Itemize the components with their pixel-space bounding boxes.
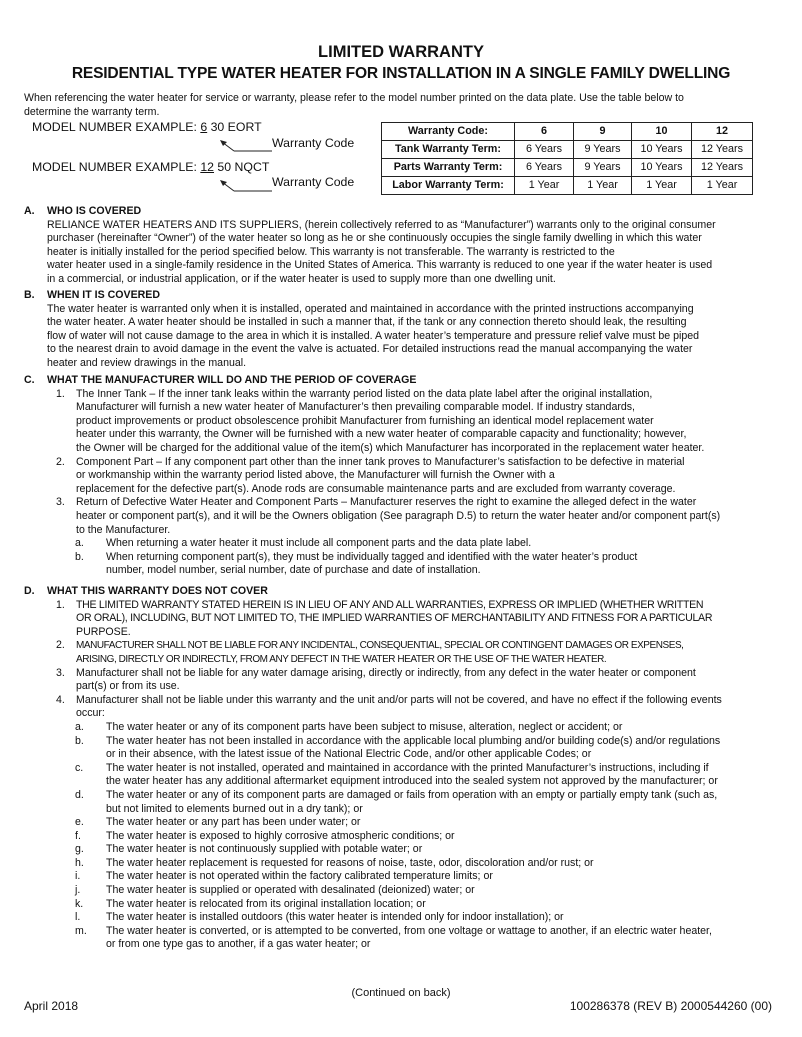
text-line: flow of water will not cause damage to the area in which it is installed. A water heater’s temperature and pressure relief valve must be piped [47,329,700,342]
document-subtitle: RESIDENTIAL TYPE WATER HEATER FOR INSTALLATION IN A SINGLE FAMILY DWELLING [71,65,731,82]
model-example-2: MODEL NUMBER EXAMPLE: 12 50 NQCT [32,160,270,174]
table-header-row [382,123,753,141]
table-header-cell: 10 [632,123,692,141]
sub-list-item: d. The water heater or any of its component parts are damaged or fails from operation with an empty or partially empty tank (such as, but not limited to elements burned out in a dry tank); or [75,788,718,815]
table-row [382,159,753,177]
warranty-code-label: Warranty Code [272,175,355,189]
table-cell: 12 Years [692,159,753,177]
intro-line: determine the warranty term. [24,105,160,118]
table-header-cell: Warranty Code: [382,123,515,141]
row-label: Parts Warranty Term: [382,159,515,177]
table-cell: 6 Years [515,159,574,177]
table-header-cell: 9 [574,123,632,141]
footer-document-number: 100286378 (REV B) 2000544260 (00) [569,999,772,1013]
table-cell: 9 Years [574,141,632,159]
section-body [24,219,774,287]
text-line: to the nearest drain to avoid damage in the event the valve is actuated. For detailed instructions read the manual accompanying the water [47,343,693,356]
sub-list-item: b. The water heater has not been installed in accordance with the applicable local plumbing and/or building code(s) and/or regulations or in their absence, with the latest issue of the National Electric Code, and/or other applicable Codes; or [75,734,721,761]
sub-list-item: b. When returning component part(s), they must be individually tagged and identified with the water heater’s product number, model number, serial number, date of purchase and date of installation. [75,550,638,577]
arrow-icon [218,134,274,154]
table-cell: 1 Year [574,177,632,195]
table-cell: 9 Years [574,159,632,177]
list-item: 3. Return of Defective Water Heater and Component Parts – Manufacturer reserves the right to examine the alleged defect in the water heater or component part(s), and it will be the Owners obligation (See paragraph D.5) to return the water heater and/or component part(s) to the Manufacturer. [56,496,721,536]
text-line: heater and review drawings in the manual. [47,356,247,369]
continued-note: (Continued on back) [351,987,451,999]
list-item: 1. THE LIMITED WARRANTY STATED HEREIN IS IN LIEU OF ANY AND ALL WARRANTIES, EXPRESS OR IMPLIED (WHETHER WRITTEN OR ORAL), INCLUDING, BUT NOT LIMITED TO, THE IMPLIED WARRANTIES OF MERCHANTABILITY AND FITNESS FOR A PARTICULAR PURPOSE. [56,598,713,638]
sub-list-item: c. The water heater is not installed, operated and maintained in accordance with the printed Manufacturer’s instructions, including if the water heater has any additional aftermarket equipment introduced into the sealed system not approved by the manufacturer; or [75,761,718,788]
section-heading: B. WHEN IT IS COVERED [24,289,161,301]
sub-list-item: i. The water heater is not operated within the factory calibrated temperature limits; or [75,870,493,883]
row-label: Labor Warranty Term: [382,177,515,195]
table-cell: 10 Years [632,159,692,177]
table-row [382,177,753,195]
sub-list-item: a. When returning a water heater it must include all component parts and the data plate label. [75,537,532,550]
text-line: heater is initially installed for the period specified below. This warranty is not transferable. The warranty is restricted to the [47,245,615,258]
section-b [24,289,774,371]
sub-list-item: f. The water heater is exposed to highly corrosive atmospheric conditions; or [75,829,455,842]
section-a [24,205,774,287]
section-d [24,585,774,952]
section-heading: A. WHO IS COVERED [24,205,142,217]
list-item: 1. The Inner Tank – If the inner tank leaks within the warranty period listed on the data plate label after the original installation, Manufacturer will furnish a new water heater of Manufacturer’s then prevailing comparable model. If industry standards, product improvements or product obsolescence prohibit Manufacturer from furnishing an identical model replacement water heater under this warranty, the Owner will be furnished with a new water heater of comparable capacity and functionality; however, the Owner will be charged for the additional value of the item(s) which Manufacturer has incorporated in the replacement water heater. [56,387,705,454]
table-cell: 1 Year [632,177,692,195]
sub-list-item: g. The water heater is not continuously supplied with potable water; or [75,843,423,856]
text-line: water heater used in a single-family residence in the United States of America. This warranty is reduced to one year if the water heater is used [47,259,713,272]
list-item: 2. Component Part – If any component part other than the inner tank proves to Manufacturer’s satisfaction to be defective in material or workmanship within the warranty period listed above, the Manufacturer will furnish the Owner with a replacement for the defective part(s). Anode rods are consumable maintenance parts and are excluded from warranty coverage. [56,455,685,495]
intro-paragraph [24,92,774,119]
sub-list-item: h. The water heater replacement is requested for reasons of noise, taste, odor, discoloration and/or rust; or [75,856,594,869]
footer-date: April 2018 [24,999,79,1013]
table-header-cell: 12 [692,123,753,141]
section-body [24,303,774,371]
list-item: 2. MANUFACTURER SHALL NOT BE LIABLE FOR ANY INCIDENTAL, CONSEQUENTIAL, SPECIAL OR CONTINGENT DAMAGES OR EXPENSES, ARISING, DIRECTLY OR INDIRECTLY, FROM ANY DEFECT IN THE WATER HEATER OR THE USE OF THE WATER HEATER. [56,639,684,665]
list-item: 4. Manufacturer shall not be liable under this warranty and the unit and/or parts will not be covered, and have no effect if the following events occur: [56,693,722,720]
table-row [382,141,753,159]
sub-list-item: a. The water heater or any of its component parts have been subject to misuse, alteration, neglect or accident; or [75,720,623,733]
text-line: The water heater is warranted only when it is installed, operated and maintained in accordance with the printed instructions accompanying [47,302,694,315]
table-cell: 10 Years [632,141,692,159]
table-cell: 12 Years [692,141,753,159]
document-title: LIMITED WARRANTY [318,43,484,61]
warranty-term-table [381,122,753,195]
section-c [24,374,774,578]
warranty-code-label: Warranty Code [272,136,355,150]
row-label: Tank Warranty Term: [382,141,515,159]
sub-list-item: m. The water heater is converted, or is attempted to be converted, from one voltage or wattage to another, if an electric water heater, or from one type gas to another, if a gas water heater; or [75,924,712,951]
sub-list-item: j. The water heater is supplied or operated with desalinated (deionized) water; or [75,884,475,897]
arrow-icon [218,174,274,194]
table-cell: 6 Years [515,141,574,159]
table-cell: 1 Year [692,177,753,195]
section-heading: C. WHAT THE MANUFACTURER WILL DO AND THE PERIOD OF COVERAGE [24,374,417,386]
list-item: 3. Manufacturer shall not be liable for any water damage arising, directly or indirectly, from any defect in the water heater or component part(s) or from its use. [56,666,696,693]
warranty-code-digit: 12 [200,160,215,174]
section-heading: D. WHAT THIS WARRANTY DOES NOT COVER [24,585,268,597]
table-header-cell: 6 [515,123,574,141]
sub-list-item: e. The water heater or any part has been under water; or [75,816,361,829]
table-cell: 1 Year [515,177,574,195]
text-line: RELIANCE WATER HEATERS AND ITS SUPPLIERS, (herein collectively referred to as “Manufacturer”) warrants only to the original consumer [47,218,716,231]
sub-list-item: k. The water heater is relocated from its original installation location; or [75,897,426,910]
text-line: purchaser (hereinafter “Owner”) of the water heater so long as he or she continuously occupies the single family dwelling in which this water [47,232,702,245]
intro-line: When referencing the water heater for service or warranty, please refer to the model number printed on the data plate. Use the table below to [24,92,684,104]
warranty-code-digit: 6 [200,120,208,134]
model-example-1: MODEL NUMBER EXAMPLE: 6 30 EORT [32,120,262,134]
text-line: the water heater. A water heater should be installed in such a manner that, if the tank or any connection thereto should leak, the resulting [47,316,687,329]
text-line: in a commercial, or industrial application, or if the water heater is used to supply more than one dwelling unit. [47,272,556,285]
sub-list-item: l. The water heater is installed outdoors (this water heater is intended only for indoor installation); or [75,911,564,924]
